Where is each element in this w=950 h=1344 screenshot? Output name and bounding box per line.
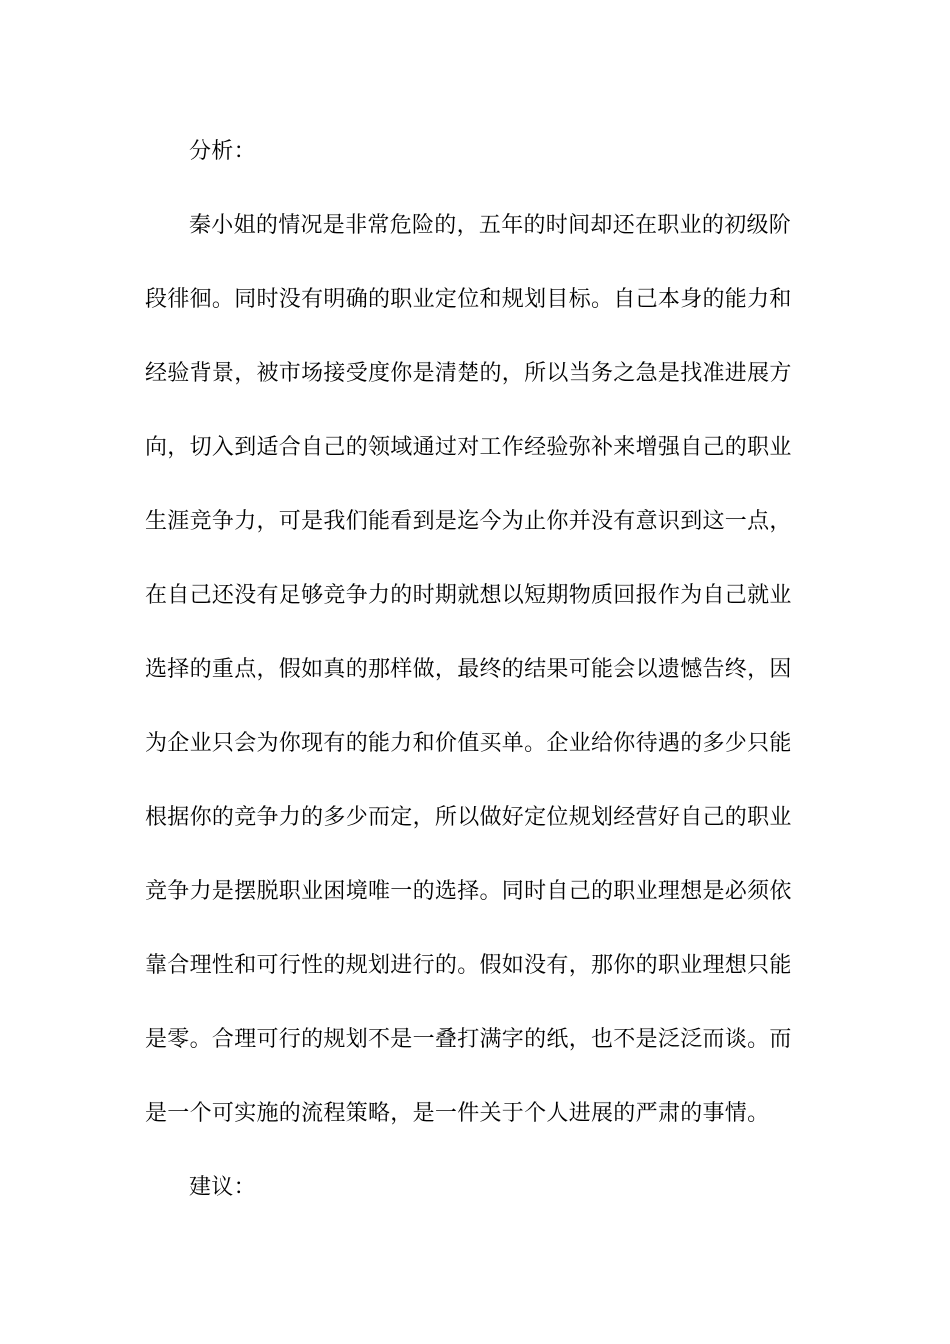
paragraph-line: 根据你的竞争力的多少而定，所以做好定位规划经营好自己的职业: [145, 805, 792, 830]
paragraph-line: 经验背景，被市场接受度你是清楚的，所以当务之急是找准进展方: [145, 361, 792, 386]
paragraph-line: 为企业只会为你现有的能力和价值买单。企业给你待遇的多少只能: [145, 731, 792, 756]
heading-analysis: 分析：: [189, 139, 256, 164]
paragraph-line: 段徘徊。同时没有明确的职业定位和规划目标。自己本身的能力和: [145, 287, 792, 312]
paragraph-line: 是零。合理可行的规划不是一叠打满字的纸，也不是泛泛而谈。而: [145, 1027, 792, 1052]
paragraph-line: 是一个可实施的流程策略，是一件关于个人进展的严肃的事情。: [145, 1101, 770, 1126]
paragraph-line: 竞争力是摆脱职业困境唯一的选择。同时自己的职业理想是必须依: [145, 879, 792, 904]
paragraph-line: 在自己还没有足够竞争力的时期就想以短期物质回报作为自己就业: [145, 583, 792, 608]
paragraph-line: 秦小姐的情况是非常危险的，五年的时间却还在职业的初级阶: [189, 213, 792, 238]
paragraph-line: 选择的重点，假如真的那样做，最终的结果可能会以遗憾告终，因: [145, 657, 792, 682]
paragraph-line: 靠合理性和可行性的规划进行的。假如没有，那你的职业理想只能: [145, 953, 792, 978]
paragraph-line: 生涯竞争力，可是我们能看到是迄今为止你并没有意识到这一点，: [145, 509, 792, 534]
paragraph-line: 向，切入到适合自己的领域通过对工作经验弥补来增强自己的职业: [145, 435, 792, 460]
heading-suggestion: 建议：: [189, 1175, 256, 1200]
